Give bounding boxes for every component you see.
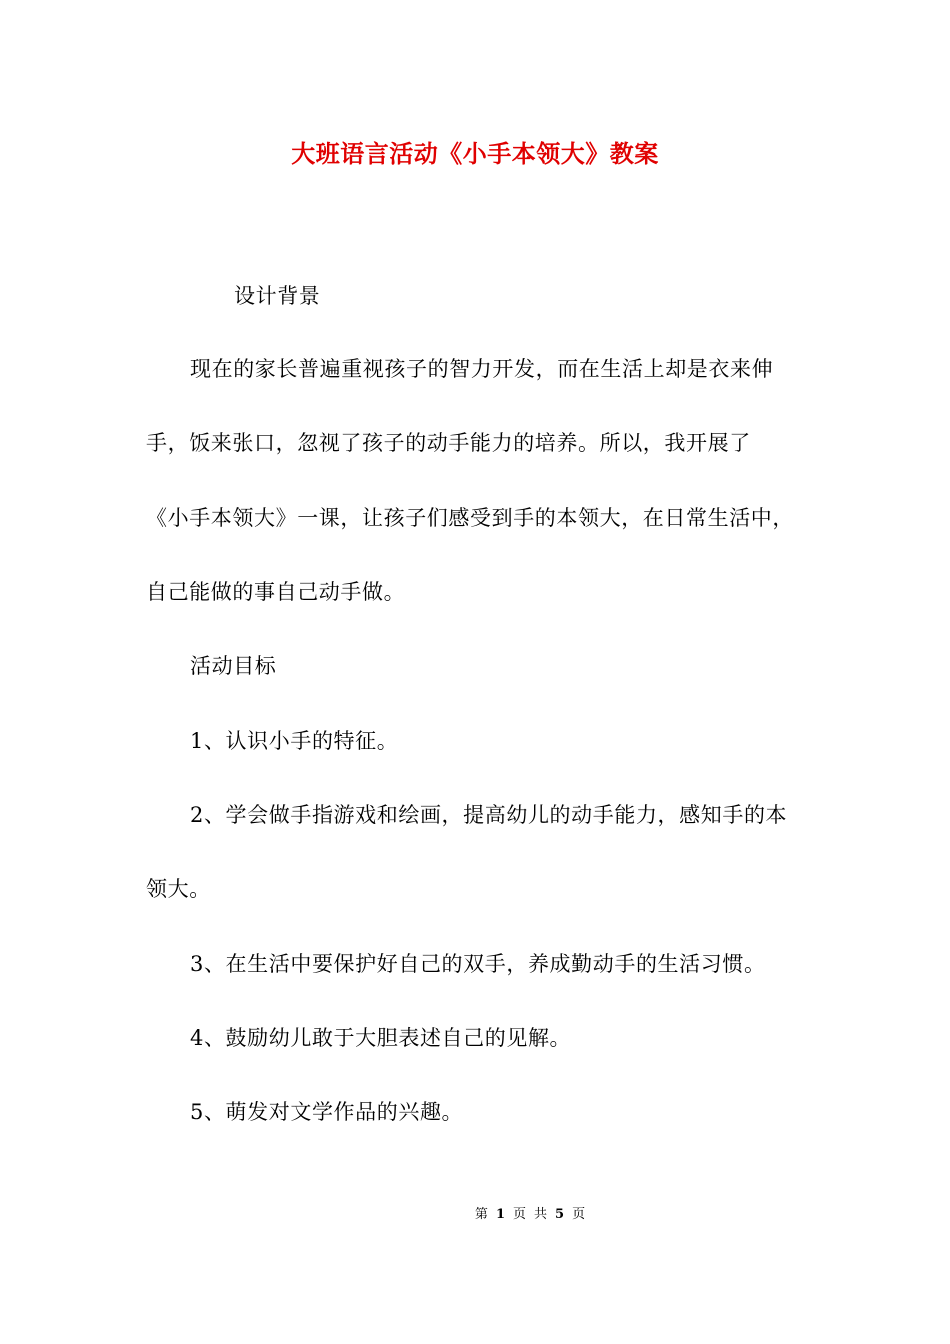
goal-item: 2、学会做手指游戏和绘画，提高幼儿的动手能力，感知手的本 <box>190 803 788 827</box>
document-title: 大班语言活动《小手本领大》教案 <box>291 139 659 168</box>
paragraph-line: 自己能做的事自己动手做。 <box>146 580 406 604</box>
paragraph-line: 《小手本领大》一课，让孩子们感受到手的本领大，在日常生活中， <box>146 506 794 530</box>
paragraph-line: 现在的家长普遍重视孩子的智力开发，而在生活上却是衣来伸 <box>190 357 774 381</box>
footer-middle2: 共 <box>534 1207 548 1222</box>
goal-item-continued: 领大。 <box>146 877 211 901</box>
goal-item: 1、认识小手的特征。 <box>190 729 399 753</box>
footer-page-number: 1 <box>495 1207 505 1222</box>
footer-prefix: 第 <box>474 1207 488 1222</box>
footer-total-pages: 5 <box>555 1207 565 1222</box>
footer-middle1: 页 <box>512 1207 526 1222</box>
goal-item: 3、在生活中要保护好自己的双手，养成勤动手的生活习惯。 <box>190 952 766 976</box>
section-heading-goals: 活动目标 <box>190 654 277 678</box>
page-footer <box>0 1206 950 1224</box>
section-heading-background: 设计背景 <box>234 284 321 308</box>
goal-item: 5、萌发对文学作品的兴趣。 <box>190 1100 464 1124</box>
goal-item: 4、鼓励幼儿敢于大胆表述自己的见解。 <box>190 1026 572 1050</box>
paragraph-line: 手，饭来张口，忽视了孩子的动手能力的培养。所以，我开展了 <box>146 431 751 455</box>
footer-suffix: 页 <box>572 1207 586 1222</box>
